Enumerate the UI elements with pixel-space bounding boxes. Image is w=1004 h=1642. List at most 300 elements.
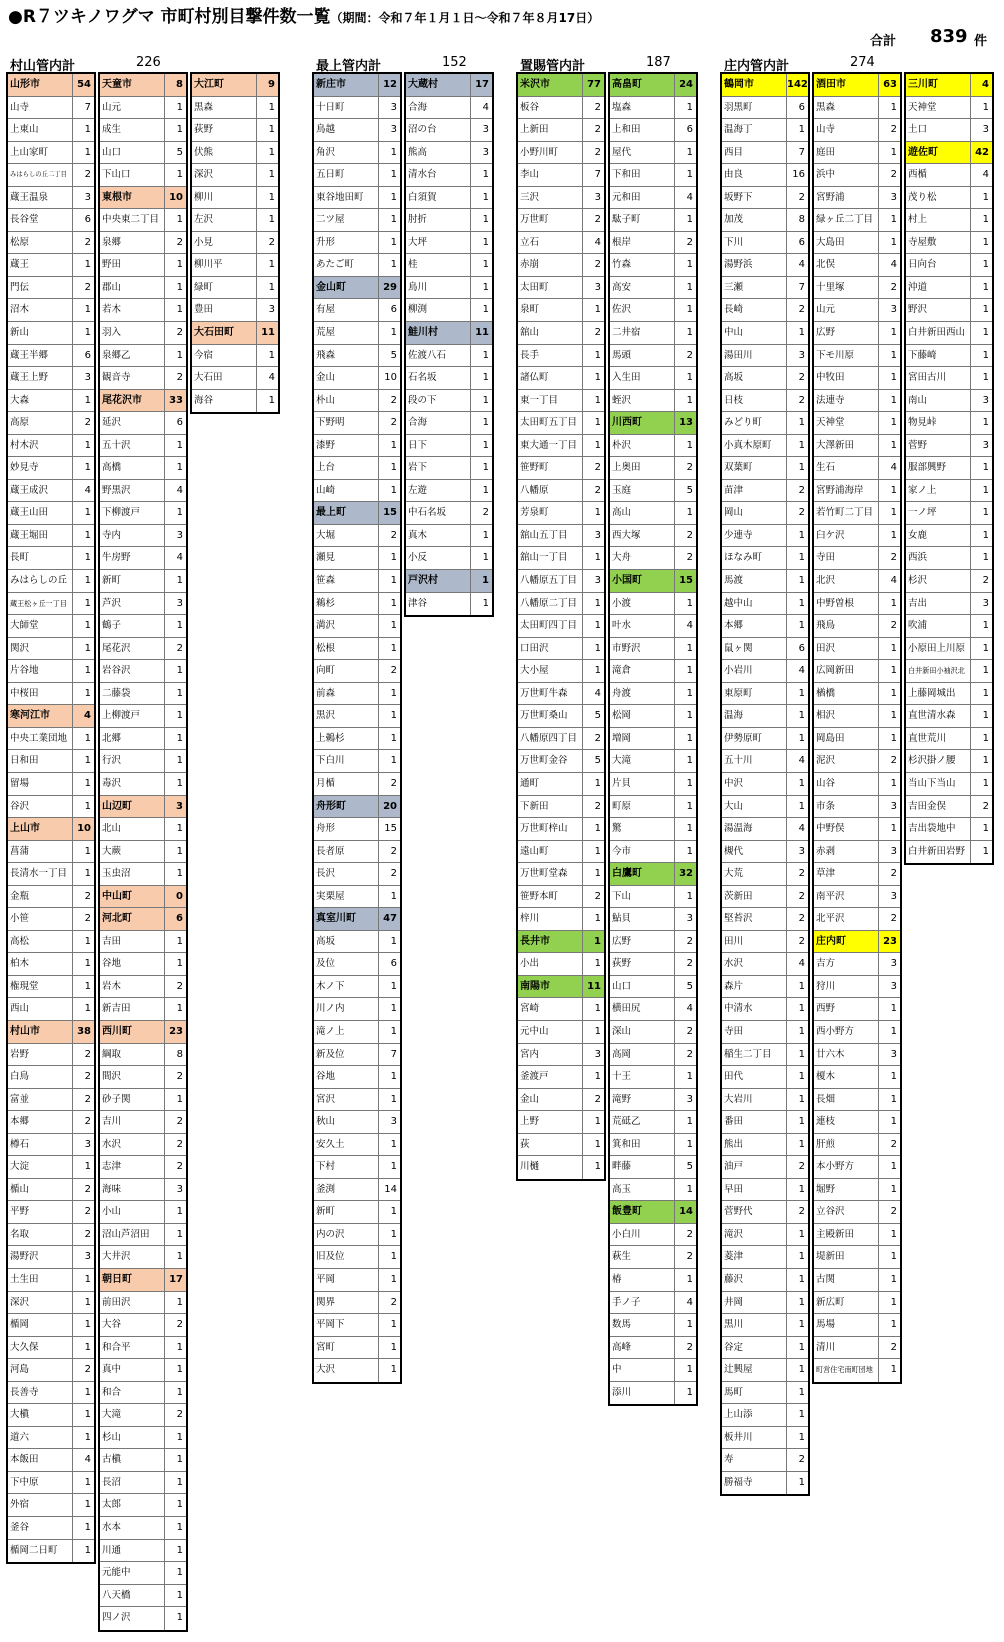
area-row bbox=[8, 232, 94, 255]
area-row bbox=[610, 660, 696, 683]
sighting-count: 1 bbox=[890, 823, 897, 835]
area-name: 越中山 bbox=[722, 593, 787, 615]
area-name: 黒森 bbox=[814, 97, 879, 119]
sighting-count: 4 bbox=[482, 101, 489, 113]
sighting-count: 1 bbox=[982, 304, 989, 316]
sighting-count: 1 bbox=[84, 1003, 91, 1015]
area-row bbox=[100, 1179, 186, 1202]
area-row bbox=[610, 638, 696, 661]
area-row bbox=[906, 164, 992, 187]
area-name: 北郷 bbox=[100, 728, 165, 750]
area-name: 柳川平 bbox=[192, 254, 257, 276]
sighting-count: 1 bbox=[482, 462, 489, 474]
area-name: 肘折 bbox=[406, 209, 471, 231]
area-name: 舟形 bbox=[314, 818, 379, 840]
municipality-row bbox=[906, 74, 992, 97]
sighting-count: 1 bbox=[798, 552, 805, 564]
area-row bbox=[814, 976, 900, 999]
area-row bbox=[814, 1156, 900, 1179]
area-name: 平野 bbox=[8, 1201, 73, 1223]
sighting-count: 1 bbox=[890, 394, 897, 406]
sighting-count: 2 bbox=[594, 732, 601, 744]
area-name: 及位 bbox=[314, 953, 379, 975]
sighting-count: 1 bbox=[84, 1319, 91, 1331]
sighting-count: 2 bbox=[686, 1228, 693, 1240]
region-label-okitama: 置賜管内計 bbox=[520, 59, 586, 74]
area-row bbox=[814, 525, 900, 548]
area-name: 飛森 bbox=[314, 345, 379, 367]
area-name: 伊勢原町 bbox=[722, 728, 787, 750]
area-name: 北平沢 bbox=[814, 908, 879, 930]
area-name: 天神堂 bbox=[906, 97, 971, 119]
area-name: 二藤袋 bbox=[100, 683, 165, 705]
area-row bbox=[314, 547, 400, 570]
area-name: 日枝 bbox=[722, 390, 787, 412]
area-row bbox=[722, 683, 808, 706]
area-row bbox=[314, 187, 400, 210]
area-row bbox=[814, 1111, 900, 1134]
municipality-row bbox=[100, 187, 186, 210]
area-row bbox=[906, 119, 992, 142]
area-name: 野黒沢 bbox=[100, 480, 165, 502]
area-row bbox=[8, 254, 94, 277]
sighting-count: 2 bbox=[390, 868, 397, 880]
area-row bbox=[722, 142, 808, 165]
sighting-count: 2 bbox=[84, 1183, 91, 1195]
area-row bbox=[314, 1066, 400, 1089]
area-name: 日和田 bbox=[8, 750, 73, 772]
area-name: 若竹町二丁目 bbox=[814, 502, 879, 524]
area-name: 桂 bbox=[406, 254, 471, 276]
sighting-count: 2 bbox=[798, 507, 805, 519]
area-row bbox=[100, 593, 186, 616]
area-row bbox=[100, 480, 186, 503]
sighting-count: 2 bbox=[594, 800, 601, 812]
area-name: 大槇 bbox=[8, 1404, 73, 1426]
area-name: 白鳥 bbox=[8, 1066, 73, 1088]
area-row bbox=[906, 390, 992, 413]
area-name: 高松 bbox=[8, 931, 73, 953]
sighting-count: 1 bbox=[482, 552, 489, 564]
sighting-count: 2 bbox=[798, 1206, 805, 1218]
area-row bbox=[100, 705, 186, 728]
area-name: 五日町 bbox=[314, 164, 379, 186]
area-name: 中 bbox=[610, 1359, 675, 1381]
area-row bbox=[814, 232, 900, 255]
area-row bbox=[814, 1224, 900, 1247]
area-name: 前田沢 bbox=[100, 1292, 165, 1314]
sighting-count: 1 bbox=[176, 281, 183, 293]
area-name: 合海 bbox=[406, 412, 471, 434]
area-row bbox=[406, 187, 492, 210]
sighting-count: 1 bbox=[176, 1251, 183, 1263]
area-row bbox=[100, 818, 186, 841]
area-row bbox=[906, 209, 992, 232]
sighting-count: 2 bbox=[890, 281, 897, 293]
area-row bbox=[314, 953, 400, 976]
sighting-count: 1 bbox=[594, 1138, 601, 1150]
area-name: 片貝 bbox=[610, 773, 675, 795]
sighting-count: 1 bbox=[390, 462, 397, 474]
area-row bbox=[906, 480, 992, 503]
sighting-count: 2 bbox=[84, 1093, 91, 1105]
area-row bbox=[100, 525, 186, 548]
sighting-count: 2 bbox=[390, 665, 397, 677]
sighting-count: 1 bbox=[798, 1003, 805, 1015]
area-row bbox=[814, 1314, 900, 1337]
area-row bbox=[722, 1201, 808, 1224]
sighting-count: 1 bbox=[176, 462, 183, 474]
area-name: 関沢 bbox=[8, 638, 73, 660]
sighting-count: 2 bbox=[390, 777, 397, 789]
sighting-count: 1 bbox=[798, 1476, 805, 1488]
area-name: 最上町 bbox=[314, 502, 379, 524]
area-name: 岩木 bbox=[100, 976, 165, 998]
area-name: 三沢 bbox=[518, 187, 583, 209]
municipality-row bbox=[314, 74, 400, 97]
area-row bbox=[814, 1089, 900, 1112]
area-row bbox=[906, 299, 992, 322]
area-row bbox=[814, 209, 900, 232]
area-name: 芳泉町 bbox=[518, 502, 583, 524]
area-name: 万世町堂森 bbox=[518, 863, 583, 885]
sighting-count: 4 bbox=[84, 484, 91, 496]
sighting-count: 1 bbox=[686, 1273, 693, 1285]
sighting-count: 1 bbox=[390, 1003, 397, 1015]
area-row bbox=[814, 863, 900, 886]
area-name: 満沢 bbox=[314, 615, 379, 637]
area-name: 馬渡 bbox=[722, 570, 787, 592]
area-name: 堅苔沢 bbox=[722, 908, 787, 930]
area-row bbox=[906, 254, 992, 277]
sighting-count: 1 bbox=[268, 101, 275, 113]
sighting-count: 1 bbox=[798, 1093, 805, 1105]
area-name: 和合 bbox=[100, 1382, 165, 1404]
area-name: 板井川 bbox=[722, 1427, 787, 1449]
sighting-count: 1 bbox=[176, 349, 183, 361]
area-row bbox=[610, 615, 696, 638]
area-name: 水沢 bbox=[722, 953, 787, 975]
sighting-count: 1 bbox=[482, 439, 489, 451]
area-row bbox=[518, 412, 604, 435]
sighting-count: 1 bbox=[982, 507, 989, 519]
area-row bbox=[814, 277, 900, 300]
area-name: 寺田 bbox=[814, 547, 879, 569]
area-row bbox=[722, 1337, 808, 1360]
area-name: 吹浦 bbox=[906, 615, 971, 637]
sighting-count: 1 bbox=[594, 958, 601, 970]
municipality-row bbox=[100, 908, 186, 931]
area-name: 笹野町 bbox=[518, 457, 583, 479]
area-row bbox=[100, 1246, 186, 1269]
area-row bbox=[722, 299, 808, 322]
area-row bbox=[100, 232, 186, 255]
area-name: 口田沢 bbox=[518, 638, 583, 660]
sighting-count: 1 bbox=[798, 462, 805, 474]
area-name: 十王 bbox=[610, 1066, 675, 1088]
area-name: 長手 bbox=[518, 345, 583, 367]
sighting-count: 1 bbox=[594, 1116, 601, 1128]
sighting-count: 1 bbox=[176, 958, 183, 970]
area-name: 漆野 bbox=[314, 435, 379, 457]
area-row bbox=[314, 232, 400, 255]
municipality-row bbox=[906, 142, 992, 165]
area-name: 熊出 bbox=[722, 1134, 787, 1156]
area-row bbox=[8, 841, 94, 864]
area-row bbox=[610, 1066, 696, 1089]
area-row bbox=[192, 187, 278, 210]
area-name: 通町 bbox=[518, 773, 583, 795]
sighting-count: 1 bbox=[390, 732, 397, 744]
sighting-count: 4 bbox=[798, 958, 805, 970]
area-name: 当山下当山 bbox=[906, 773, 971, 795]
area-name: 田代 bbox=[722, 1066, 787, 1088]
area-row bbox=[814, 1201, 900, 1224]
area-name: 小反 bbox=[406, 547, 471, 569]
area-name: 舘山一丁目 bbox=[518, 547, 583, 569]
sighting-count: 1 bbox=[890, 236, 897, 248]
area-name: 沼山芦沼田 bbox=[100, 1224, 165, 1246]
area-name: 谷沢 bbox=[8, 796, 73, 818]
area-name: 小原田上川原 bbox=[906, 638, 971, 660]
area-name: 金山 bbox=[314, 367, 379, 389]
sighting-count: 3 bbox=[890, 304, 897, 316]
sighting-count: 1 bbox=[686, 372, 693, 384]
area-name: 若木 bbox=[100, 299, 165, 321]
sighting-count: 1 bbox=[176, 935, 183, 947]
area-row bbox=[8, 1269, 94, 1292]
area-row bbox=[8, 1540, 94, 1563]
area-row bbox=[100, 1066, 186, 1089]
area-name: 早田 bbox=[722, 1179, 787, 1201]
area-row bbox=[8, 593, 94, 616]
sighting-count: 1 bbox=[390, 1025, 397, 1037]
area-row bbox=[518, 209, 604, 232]
area-row bbox=[906, 232, 992, 255]
sighting-count: 1 bbox=[482, 372, 489, 384]
area-row bbox=[406, 480, 492, 503]
area-row bbox=[906, 773, 992, 796]
sighting-count: 8 bbox=[798, 214, 805, 226]
area-name: 温海 bbox=[722, 705, 787, 727]
area-name: 舘山五丁目 bbox=[518, 525, 583, 547]
area-row bbox=[722, 390, 808, 413]
area-name: 三瀬 bbox=[722, 277, 787, 299]
area-row bbox=[8, 683, 94, 706]
area-name: 下柳渡戸 bbox=[100, 502, 165, 524]
area-name: 郡山 bbox=[100, 277, 165, 299]
area-row bbox=[722, 547, 808, 570]
area-name: 志津 bbox=[100, 1156, 165, 1178]
area-name: 馬場 bbox=[814, 1314, 879, 1336]
area-row bbox=[722, 480, 808, 503]
sighting-count: 1 bbox=[686, 642, 693, 654]
sighting-count: 1 bbox=[890, 1251, 897, 1263]
area-name: 勝福寺 bbox=[722, 1472, 787, 1495]
sighting-count: 1 bbox=[890, 1319, 897, 1331]
sighting-count: 5 bbox=[176, 146, 183, 158]
sighting-count: 1 bbox=[594, 1071, 601, 1083]
sighting-count: 1 bbox=[798, 439, 805, 451]
municipality-row bbox=[610, 570, 696, 593]
area-row bbox=[8, 1044, 94, 1067]
sighting-count: 2 bbox=[390, 417, 397, 429]
area-name: 黒森 bbox=[192, 97, 257, 119]
sighting-count: 6 bbox=[798, 642, 805, 654]
area-row bbox=[406, 345, 492, 368]
area-name: 深山 bbox=[610, 1021, 675, 1043]
municipality-row bbox=[610, 412, 696, 435]
area-row bbox=[722, 367, 808, 390]
area-row bbox=[100, 412, 186, 435]
area-row bbox=[192, 142, 278, 165]
sighting-count: 1 bbox=[390, 890, 397, 902]
area-name: 菖蒲 bbox=[8, 841, 73, 863]
area-name: 元和田 bbox=[610, 187, 675, 209]
sighting-count: 2 bbox=[890, 620, 897, 632]
area-row bbox=[906, 547, 992, 570]
sighting-count: 1 bbox=[798, 800, 805, 812]
sighting-count: 1 bbox=[84, 1476, 91, 1488]
area-name: 榎木 bbox=[814, 1066, 879, 1088]
area-name: 宮野浦海岸 bbox=[814, 480, 879, 502]
sighting-count: 29 bbox=[383, 281, 397, 293]
area-name: 中山町 bbox=[100, 886, 165, 908]
area-row bbox=[8, 638, 94, 661]
sighting-count: 1 bbox=[686, 777, 693, 789]
sighting-count: 2 bbox=[890, 755, 897, 767]
area-name: 大滝 bbox=[100, 1404, 165, 1426]
sighting-count: 1 bbox=[390, 1319, 397, 1331]
sighting-count: 33 bbox=[169, 394, 183, 406]
area-row bbox=[314, 1156, 400, 1179]
sighting-count: 6 bbox=[390, 958, 397, 970]
area-name: 一ノ坪 bbox=[906, 502, 971, 524]
area-name: 菅野 bbox=[906, 435, 971, 457]
area-row bbox=[610, 1224, 696, 1247]
area-name: 本郷 bbox=[8, 1111, 73, 1133]
sighting-count: 1 bbox=[176, 169, 183, 181]
area-name: 山崎 bbox=[314, 480, 379, 502]
area-row bbox=[8, 480, 94, 503]
area-name: 荻野 bbox=[610, 953, 675, 975]
area-row bbox=[314, 818, 400, 841]
municipality-row bbox=[314, 796, 400, 819]
sighting-count: 3 bbox=[594, 575, 601, 587]
area-name: 荒屋 bbox=[314, 322, 379, 344]
sighting-count: 1 bbox=[890, 1364, 897, 1376]
area-row bbox=[906, 502, 992, 525]
area-name: 津谷 bbox=[406, 593, 471, 616]
area-row bbox=[406, 119, 492, 142]
area-row bbox=[314, 1111, 400, 1134]
area-name: 東一丁目 bbox=[518, 390, 583, 412]
area-row bbox=[518, 367, 604, 390]
area-name: 松岡 bbox=[610, 705, 675, 727]
area-name: 槻代 bbox=[722, 841, 787, 863]
area-name: 山寺 bbox=[8, 97, 73, 119]
area-name: 河北町 bbox=[100, 908, 165, 930]
area-row bbox=[814, 435, 900, 458]
area-name: 新町 bbox=[100, 570, 165, 592]
area-row bbox=[406, 457, 492, 480]
area-row bbox=[314, 1269, 400, 1292]
area-row bbox=[8, 1427, 94, 1450]
sighting-count: 1 bbox=[84, 575, 91, 587]
municipality-row bbox=[192, 322, 278, 345]
area-row bbox=[610, 232, 696, 255]
area-row bbox=[100, 209, 186, 232]
sighting-count: 3 bbox=[390, 101, 397, 113]
area-name: 太田町五丁目 bbox=[518, 412, 583, 434]
area-name: 楢橋 bbox=[814, 683, 879, 705]
area-row bbox=[814, 299, 900, 322]
area-name: 女鹿 bbox=[906, 525, 971, 547]
area-name: 平岡 bbox=[314, 1269, 379, 1291]
sighting-count: 1 bbox=[890, 1003, 897, 1015]
area-row bbox=[722, 1246, 808, 1269]
region-label-murayama: 村山管内計 bbox=[10, 59, 76, 74]
sighting-count: 1 bbox=[482, 575, 489, 587]
sighting-count: 1 bbox=[686, 146, 693, 158]
area-name: 服部興野 bbox=[906, 457, 971, 479]
area-row bbox=[518, 390, 604, 413]
area-row bbox=[518, 277, 604, 300]
area-row bbox=[814, 773, 900, 796]
area-row bbox=[906, 345, 992, 368]
sighting-count: 1 bbox=[482, 214, 489, 226]
area-name: 尾花沢市 bbox=[100, 390, 165, 412]
sighting-count: 7 bbox=[390, 1048, 397, 1060]
sighting-count: 1 bbox=[982, 259, 989, 271]
municipality-row bbox=[8, 705, 94, 728]
area-row bbox=[8, 1517, 94, 1540]
area-name: 荻 bbox=[518, 1134, 583, 1156]
area-row bbox=[314, 412, 400, 435]
area-row bbox=[314, 1292, 400, 1315]
area-row bbox=[722, 1382, 808, 1405]
area-row bbox=[314, 1179, 400, 1202]
area-row bbox=[814, 1337, 900, 1360]
area-name: 東原町 bbox=[722, 683, 787, 705]
area-row bbox=[314, 1089, 400, 1112]
sighting-count: 1 bbox=[982, 281, 989, 293]
area-name: 西大塚 bbox=[610, 525, 675, 547]
sighting-count: 5 bbox=[686, 1161, 693, 1173]
area-name: 河島 bbox=[8, 1359, 73, 1381]
area-name: 芦沢 bbox=[100, 593, 165, 615]
area-name: 下川 bbox=[722, 232, 787, 254]
area-name: 泉郷乙 bbox=[100, 345, 165, 367]
area-row bbox=[8, 615, 94, 638]
sighting-count: 2 bbox=[390, 845, 397, 857]
area-row bbox=[8, 412, 94, 435]
sighting-count: 1 bbox=[686, 1183, 693, 1195]
sighting-count: 2 bbox=[176, 1116, 183, 1128]
area-name: 西小野方 bbox=[814, 1021, 879, 1043]
area-row bbox=[610, 277, 696, 300]
sighting-count: 1 bbox=[686, 259, 693, 271]
area-row bbox=[906, 593, 992, 616]
sighting-count: 2 bbox=[890, 1138, 897, 1150]
area-row bbox=[100, 1607, 186, 1630]
area-name: 尾花沢 bbox=[100, 638, 165, 660]
sighting-count: 5 bbox=[594, 755, 601, 767]
area-row bbox=[610, 1111, 696, 1134]
sighting-count: 7 bbox=[84, 101, 91, 113]
area-row bbox=[314, 457, 400, 480]
sighting-count: 1 bbox=[686, 1319, 693, 1331]
